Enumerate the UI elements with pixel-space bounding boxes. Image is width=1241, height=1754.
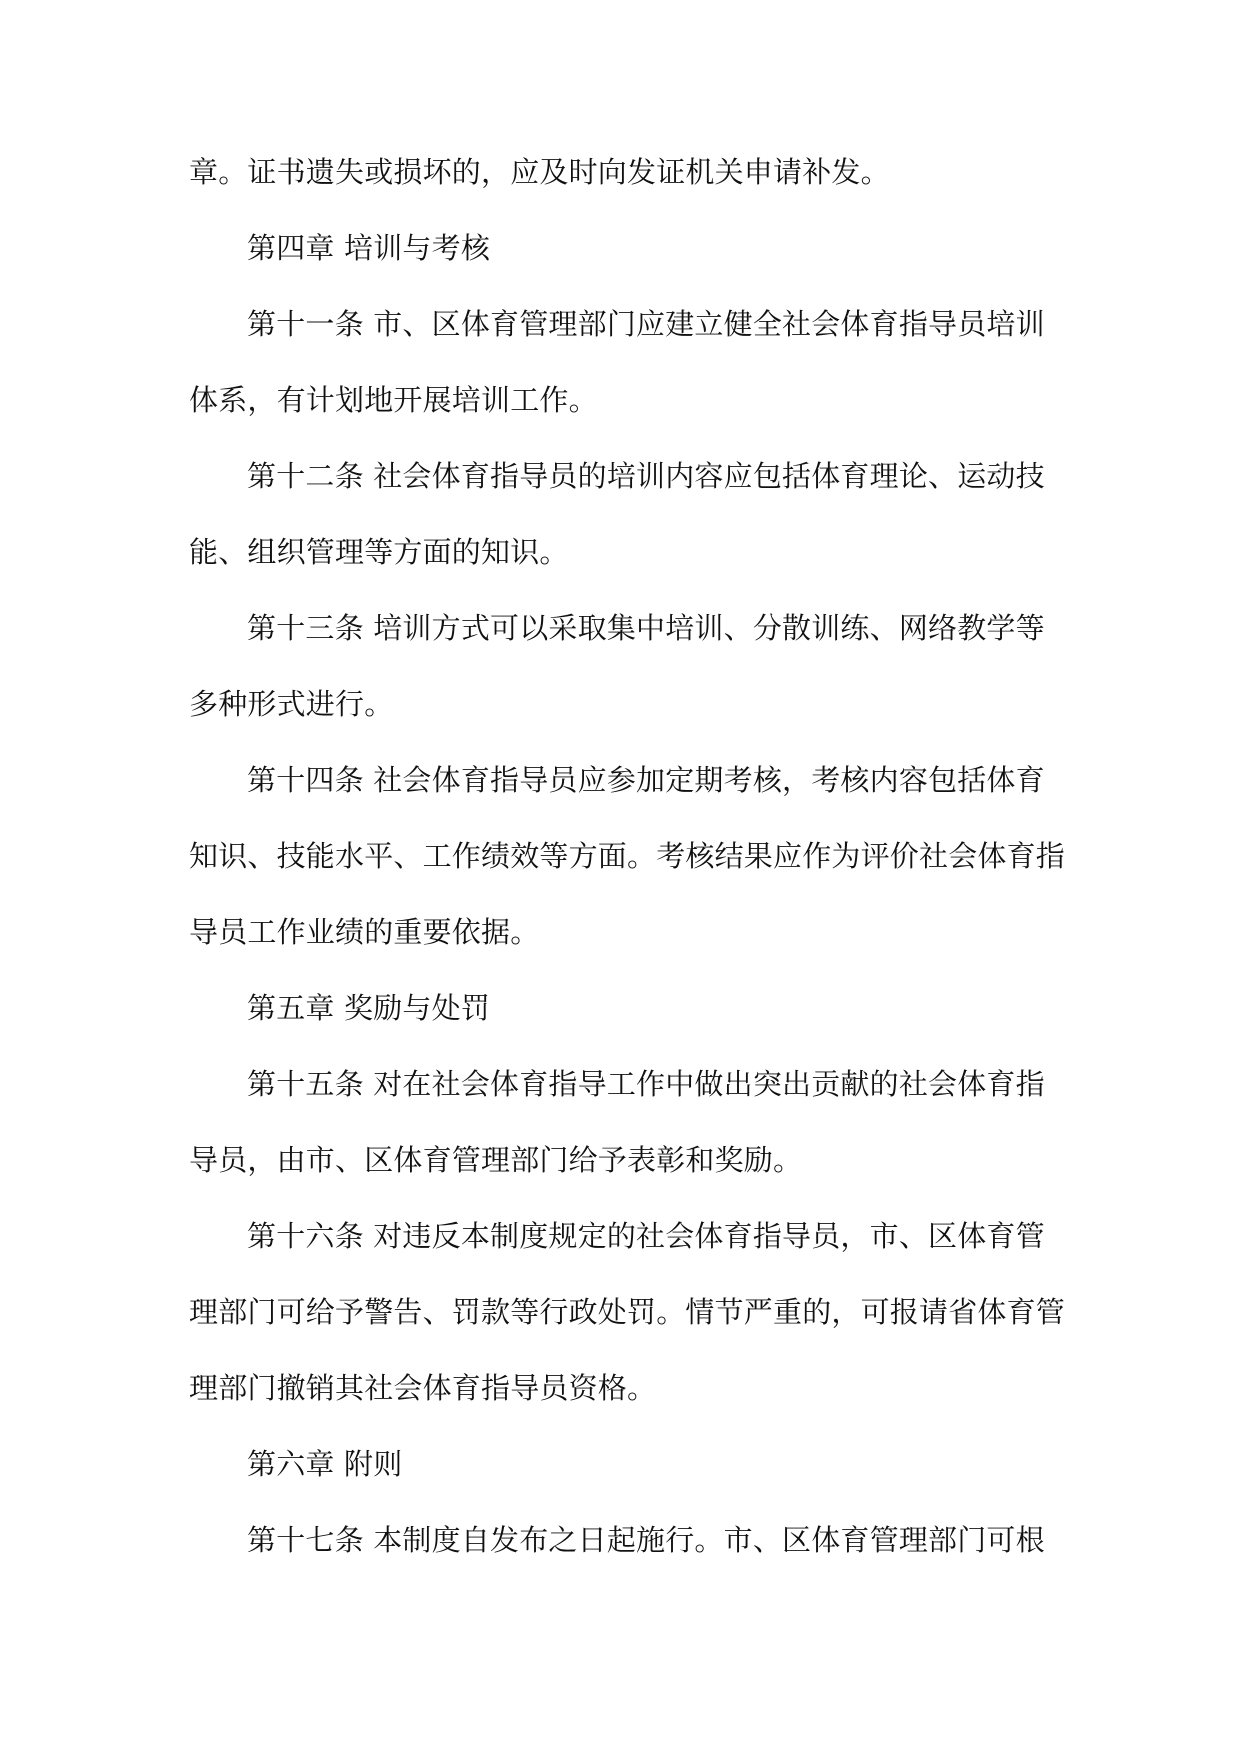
article-16-line-3: 理部门撤销其社会体育指导员资格。 bbox=[189, 1371, 657, 1405]
chapter-heading-6: 第六章 附则 bbox=[247, 1447, 403, 1481]
article-15-line-2: 导员，由市、区体育管理部门给予表彰和奖励。 bbox=[189, 1143, 803, 1177]
article-16-line-2: 理部门可给予警告、罚款等行政处罚。情节严重的，可报请省体育管 bbox=[189, 1295, 1066, 1329]
article-14-line-2: 知识、技能水平、工作绩效等方面。考核结果应作为评价社会体育指 bbox=[189, 839, 1066, 873]
article-11-line-2: 体系，有计划地开展培训工作。 bbox=[189, 383, 598, 417]
article-16-line-1: 第十六条 对违反本制度规定的社会体育指导员，市、区体育管 bbox=[247, 1219, 1045, 1253]
article-12-line-2: 能、组织管理等方面的知识。 bbox=[189, 535, 569, 569]
chapter-heading-4: 第四章 培训与考核 bbox=[247, 231, 491, 265]
text-line-1: 章。证书遗失或损坏的，应及时向发证机关申请补发。 bbox=[189, 155, 890, 189]
article-14-line-1: 第十四条 社会体育指导员应参加定期考核，考核内容包括体育 bbox=[247, 763, 1045, 797]
article-14-line-3: 导员工作业绩的重要依据。 bbox=[189, 915, 540, 949]
chapter-heading-5: 第五章 奖励与处罚 bbox=[247, 991, 491, 1025]
article-15-line-1: 第十五条 对在社会体育指导工作中做出突出贡献的社会体育指 bbox=[247, 1067, 1045, 1101]
article-13-line-2: 多种形式进行。 bbox=[189, 687, 394, 721]
article-13-line-1: 第十三条 培训方式可以采取集中培训、分散训练、网络教学等 bbox=[247, 611, 1045, 645]
article-17-line-1: 第十七条 本制度自发布之日起施行。市、区体育管理部门可根 bbox=[247, 1523, 1045, 1557]
article-12-line-1: 第十二条 社会体育指导员的培训内容应包括体育理论、运动技 bbox=[247, 459, 1045, 493]
article-11-line-1: 第十一条 市、区体育管理部门应建立健全社会体育指导员培训 bbox=[247, 307, 1045, 341]
